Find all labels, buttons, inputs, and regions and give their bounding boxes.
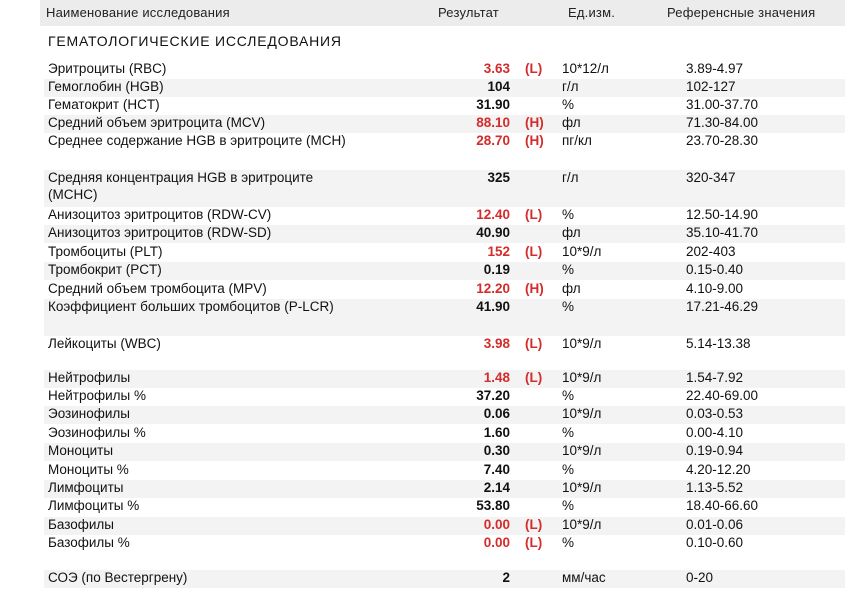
table-row [0,281,845,299]
result-reference: 0.03-0.53 [686,406,744,421]
table-row [0,535,845,553]
result-value: 0.19 [483,262,510,277]
result-value: 53.80 [476,498,510,513]
result-reference: 0.01-0.06 [686,517,744,532]
result-value: 1.60 [483,425,510,440]
result-reference: 4.20-12.20 [686,462,751,477]
result-name: Анизоцитоз эритроцитов (RDW-SD) [48,225,272,240]
result-flag: (L) [525,370,543,385]
result-name: Коэффициент больших тромбоцитов (P-LCR) [48,299,334,314]
result-value: 3.98 [483,336,510,351]
result-reference: 0.15-0.40 [686,262,744,277]
result-name: Нейтрофилы [48,370,131,385]
table-row [0,480,845,498]
table-row [0,170,845,207]
table-row [0,462,845,480]
result-flag: (L) [525,517,543,532]
result-name: Гемоглобин (HGB) [48,79,164,94]
result-value: 37.20 [476,388,510,403]
result-flag: (L) [525,61,543,76]
table-row [0,517,845,535]
result-reference: 102-127 [686,79,736,94]
result-name: Лимфоциты % [48,498,140,513]
table-row [0,498,845,516]
table-row [0,443,845,461]
result-value: 2 [502,570,510,585]
table-row [0,244,845,262]
result-reference: 18.40-66.60 [686,498,759,513]
result-reference: 71.30-84.00 [686,115,759,130]
result-reference: 320-347 [686,170,736,185]
result-value: 88.10 [476,115,510,130]
result-reference: 0.19-0.94 [686,443,744,458]
result-value: 28.70 [476,133,510,148]
result-unit: % [562,535,575,550]
result-value: 41.90 [476,299,510,314]
result-value: 152 [487,244,510,259]
result-reference: 0.00-4.10 [686,425,744,440]
result-flag: (L) [525,244,543,259]
result-name: Средний объем эритроцита (MCV) [48,115,266,130]
result-flag: (H) [525,115,544,130]
table-row [0,207,845,225]
header-result: Результат [438,5,499,20]
result-unit: 10*9/л [562,443,602,458]
result-name: Моноциты [48,443,114,458]
result-unit: % [562,299,575,314]
result-value: 31.90 [476,97,510,112]
table-row [0,388,845,406]
result-reference: 12.50-14.90 [686,207,759,222]
result-unit: пг/кл [562,133,592,148]
table-row [0,225,845,243]
result-name: Базофилы [48,517,114,532]
result-name: Средняя концентрация HGB в эритроците (MCHC) [48,170,314,202]
result-value: 1.48 [483,370,510,385]
result-name: Средний объем тромбоцита (MPV) [48,281,267,296]
result-name: Моноциты % [48,462,129,477]
result-unit: % [562,498,575,513]
result-reference: 23.70-28.30 [686,133,759,148]
table-row [0,570,845,588]
result-unit: 10*9/л [562,244,602,259]
result-name: Тромбоциты (PLT) [48,244,163,259]
result-value: 2.14 [483,480,510,495]
result-value: 12.40 [476,207,510,222]
result-name: Нейтрофилы % [48,388,146,403]
result-reference: 3.89-4.97 [686,61,744,76]
result-reference: 4.10-9.00 [686,281,744,296]
result-reference: 5.14-13.38 [686,336,751,351]
table-row [0,61,845,79]
table-header [40,0,845,26]
result-reference: 31.00-37.70 [686,97,759,112]
header-name: Наименование исследования [46,5,230,20]
result-value: 0.00 [483,535,510,550]
result-unit: г/л [562,170,579,185]
result-unit: % [562,388,575,403]
result-flag: (L) [525,336,543,351]
result-flag: (L) [525,535,543,550]
table-row [0,97,845,115]
result-unit: 10*9/л [562,517,602,532]
result-reference: 1.13-5.52 [686,480,744,495]
result-unit: % [562,207,575,222]
result-value: 7.40 [483,462,510,477]
table-row [0,133,845,170]
result-name: Лейкоциты (WBC) [48,336,161,351]
result-name: СОЭ (по Вестергрену) [48,570,188,585]
table-row [0,299,845,336]
result-name: Эритроциты (RBC) [48,61,167,76]
result-unit: 10*9/л [562,370,602,385]
result-reference: 1.54-7.92 [686,370,744,385]
result-unit: фл [562,281,581,296]
table-row [0,406,845,424]
result-flag: (L) [525,207,543,222]
result-value: 0.30 [483,443,510,458]
result-value: 0.06 [483,406,510,421]
result-value: 12.20 [476,281,510,296]
result-flag: (H) [525,133,544,148]
result-reference: 0.10-0.60 [686,535,744,550]
result-unit: % [562,425,575,440]
result-unit: 10*9/л [562,406,602,421]
result-unit: 10*9/л [562,336,602,351]
result-name: Лимфоциты [48,480,124,495]
result-unit: % [562,462,575,477]
table-row [0,115,845,133]
result-unit: фл [562,115,581,130]
header-reference: Референсные значения [667,5,816,20]
result-unit: фл [562,225,581,240]
table-row [0,79,845,97]
result-reference: 17.21-46.29 [686,299,759,314]
header-unit: Ед.изм. [568,5,616,20]
result-reference: 22.40-69.00 [686,388,759,403]
result-value: 325 [487,170,510,185]
table-row [0,262,845,280]
result-value: 40.90 [476,225,510,240]
result-name: Эозинофилы % [48,425,146,440]
result-name: Эозинофилы [48,406,130,421]
result-name: Тромбокрит (PCT) [48,262,162,277]
result-name: Среднее содержание HGB в эритроците (MCH) [48,133,346,148]
result-reference: 0-20 [686,570,714,585]
result-value: 0.00 [483,517,510,532]
table-row [0,425,845,443]
result-name: Гематокрит (HCT) [48,97,160,112]
result-value: 3.63 [483,61,510,76]
result-value: 104 [487,79,510,94]
result-unit: 10*12/л [562,61,609,76]
result-name: Базофилы % [48,535,130,550]
result-unit: г/л [562,79,579,94]
result-reference: 202-403 [686,244,736,259]
result-flag: (H) [525,281,544,296]
result-reference: 35.10-41.70 [686,225,759,240]
table-row [0,336,845,354]
result-name: Анизоцитоз эритроцитов (RDW-CV) [48,207,272,222]
section-title: ГЕМАТОЛОГИЧЕСКИЕ ИССЛЕДОВАНИЯ [48,33,342,49]
table-row [0,370,845,388]
result-unit: 10*9/л [562,480,602,495]
result-unit: мм/час [562,570,606,585]
result-unit: % [562,97,575,112]
result-unit: % [562,262,575,277]
